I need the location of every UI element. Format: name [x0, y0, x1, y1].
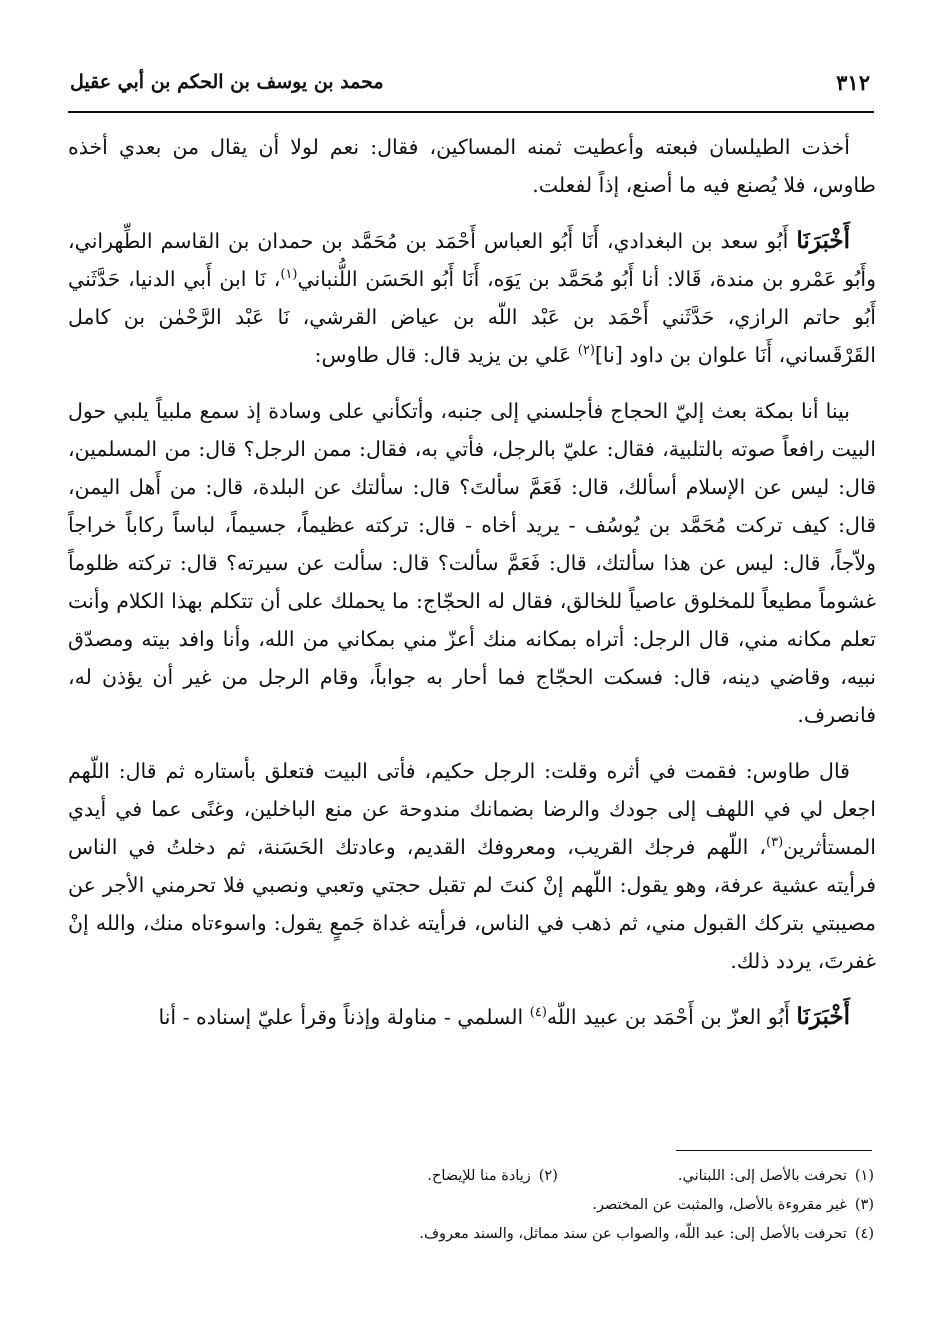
footnote-2: [427, 1162, 558, 1191]
akhbarana-keyword: أَخْبَرَنَا: [796, 227, 850, 254]
footnote-3: [592, 1191, 874, 1220]
paragraph-text: أخذت الطيلسان فبعته وأعطيت ثمنه المساكين، فقال: نعم لولا أن يقال من بعدي أخذه طاوس، فلا يُصنع فيه ما أصنع، إذاً لفعلت.: [68, 135, 876, 197]
paragraph-text: قال طاوس: فقمت في أثره وقلت: الرجل حكيم، فأتى البيت فتعلق بأستاره ثم قال: اللّهم اجعل لي في اللهف إلى جودك والرضا بضمانك مندوحة عن منع الباخلين، وغنًى عما في أيدي المستأثرين: [68, 759, 876, 859]
header-rule: [68, 111, 874, 113]
main-text: [68, 128, 876, 1054]
footnote-number: (١): [854, 1168, 874, 1184]
footnote-ref-3: (٣): [766, 835, 784, 851]
footnote-row: [68, 1162, 874, 1191]
footnote-number: (٣): [854, 1197, 874, 1213]
footnote-ref-1: (١): [280, 267, 298, 283]
footnote-number: (٤): [854, 1226, 874, 1242]
paragraph-1: [68, 128, 876, 204]
footnote-text: تحرفت بالأصل إلى: عبد اللّه، والصواب عن سند مماثل، والسند معروف.: [419, 1226, 847, 1242]
footnote-text: تحرفت بالأصل إلى: اللبناني.: [677, 1168, 847, 1184]
footnote-text: غير مقروءة بالأصل، والمثبت عن المختصر.: [592, 1197, 847, 1213]
paragraph-text: أَبُو سعد بن البغدادي، أَنَا أَبُو العباس أَحْمَد بن مُحَمَّد بن حمدان بن القاسم الطِّهراني، وأَبُو عَمْرو بن مندة، قَالا: أنا أَبُو مُحَمَّد بن يَوَه، أَنَا أَبُو الحَسَن اللُّنباني: [68, 229, 876, 291]
paragraph-text: السلمي - مناولة وإذناً وقرأ عليّ إسناده - أنا: [158, 1005, 530, 1029]
paragraph-text: عَلي بن يزيد قال: قال طاوس:: [314, 343, 578, 367]
footnote-ref-4: (٤): [529, 1005, 547, 1021]
footnote-ref-2: (٢): [577, 343, 595, 359]
page-number: ٣١٢: [836, 69, 870, 95]
running-head: محمد بن يوسف بن الحكم بن أبي عقيل: [70, 71, 384, 93]
akhbarana-keyword: أَخْبَرَنَا: [796, 1003, 850, 1030]
paragraph-3: [68, 392, 876, 734]
footnote-text: زيادة منا للإيضاح.: [427, 1168, 531, 1184]
paragraph-5: [68, 998, 876, 1036]
footnote-number: (٢): [538, 1168, 558, 1184]
footnote-rule: [676, 1150, 872, 1151]
footnote-row: [68, 1220, 874, 1249]
page-header: [70, 62, 870, 102]
paragraph-text: أَبُو العزّ بن أَحْمَد بن عبيد اللّه: [546, 1005, 797, 1029]
paragraph-2: [68, 222, 876, 374]
paragraph-text: ، نَا ابن أَبي الدنيا، حَدَّثَني أَبُو حاتم الرازي، حَدَّثَني أَحْمَد بن عَبْد اللّه بن عياض القرشي، نَا عَبْد الرَّحْمٰن بن كامل القَرْقَساني، أَنَا علوان بن داود [نا]: [68, 267, 876, 367]
footnotes: [68, 1162, 874, 1249]
footnote-1: [678, 1162, 874, 1191]
footnote-row: [68, 1191, 874, 1220]
paragraph-text: ، اللّهم فرجك القريب، ومعروفك القديم، وعادتك الحَسَنة، ثم دخلتُ في الناس فرأيته عشية عرفة، وهو يقول: اللّهم إنْ كنتَ لم تقبل حجتي وتعبي ونصبي فلا تحرمني الأجر عن مصيبتي بتركك القبول مني، ثم ذهب في الناس، فرأيته غداة جَمعٍ يقول: واسوءتاه منك، والله إنْ غفرتَ، يردد ذلك.: [68, 835, 876, 973]
paragraph-text: بينا أنا بمكة بعث إليّ الحجاج فأجلسني إلى جنبه، وأتكأني على وسادة إذ سمع ملبياً يلبي حول البيت رافعاً صوته بالتلبية، فقال: عليّ بالرجل، فأتي به، فقال: ممن الرجل؟ قال: من المسلمين، قال: ليس عن الإسلام أسألك، قال: فَعَمَّ سألتَ؟ قال: سألتك عن البلدة، قال: من أَهل اليمن، قال: كيف تركت مُحَمَّد بن يُوسُف - يريد أخاه - قال: تركته عظيماً، جسيماً، لباساً ركاباً خراجاً ولاّجاً، قال: ليس عن هذا سألتك، قال: فَعَمَّ سألت؟ قال: سألت عن سيرته؟ قال: تركته ظلوماً غشوماً مطيعاً للمخلوق عاصياً للخالق، فقال له الحجّاج: ما يحملك على أن تتكلم بهذا الكلام وأنت تعلم مكانه مني، قال الرجل: أتراه بمكانه منك أعزّ مني بمكاني من الله، وأنا وافد بيته ومصدّق نبيه، وقاضي دينه، قال: فسكت الحجّاج فما أحار به جواباً، وقام الرجل من غير أن يؤذن له، فانصرف.: [68, 399, 876, 727]
paragraph-4: [68, 752, 876, 980]
footnote-4: [419, 1220, 874, 1249]
